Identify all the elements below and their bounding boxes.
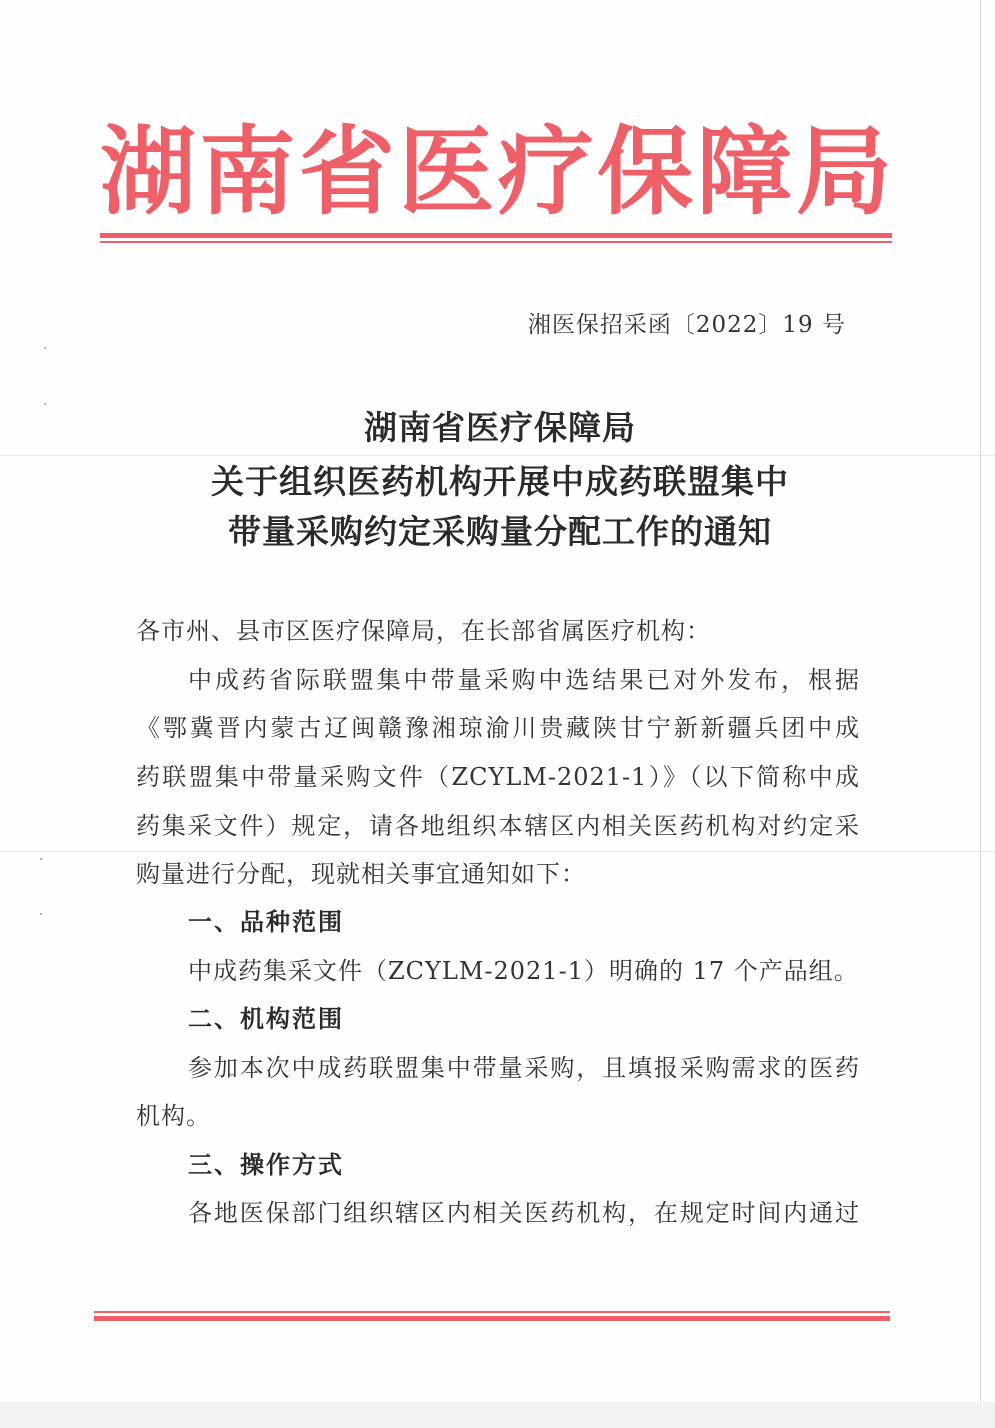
scan-line [0, 851, 995, 852]
notice-title-line-3: 带量采购约定采购量分配工作的通知 [228, 512, 772, 551]
scan-speck [40, 858, 42, 860]
section-text-2: 参加本次中成药联盟集中带量采购，且填报采购需求的医药 [188, 1054, 860, 1082]
paragraph-line: 《鄂冀晋内蒙古辽闽赣豫湘琼渝川贵藏陕甘宁新新疆兵团中成 [136, 714, 860, 742]
paragraph-line: 药集采文件）规定，请各地组织本辖区内相关医药机构对约定采 [136, 812, 860, 840]
agency-header-char: 医 [398, 116, 495, 228]
agency-header-char: 障 [696, 116, 793, 228]
agency-header-char: 局 [795, 116, 892, 228]
section-heading-2: 二、机构范围 [188, 1005, 344, 1033]
page-bottom-margin [0, 1402, 995, 1428]
section-text-1: 中成药集采文件（ZCYLM-2021-1）明确的 17 个产品组。 [188, 957, 859, 985]
section-text-2: 机构。 [136, 1102, 211, 1130]
paragraph-line: 药联盟集中带量采购文件（ZCYLM-2021-1）》（以下简称中成 [136, 763, 860, 791]
section-heading-3: 三、操作方式 [188, 1151, 344, 1179]
section-heading-1: 一、品种范围 [188, 908, 344, 936]
header-rule-thin [100, 241, 892, 243]
agency-header-char: 省 [298, 116, 395, 228]
salutation: 各市州、县市区医疗保障局，在长部省属医疗机构： [136, 617, 711, 645]
scan-speck [40, 913, 42, 915]
notice-title-line-2: 关于组织医药机构开展中成药联盟集中 [211, 462, 789, 501]
scan-speck [44, 403, 46, 405]
agency-header-char: 保 [597, 116, 694, 228]
header-rule-thick [100, 233, 892, 238]
paragraph-line: 中成药省际联盟集中带量采购中选结果已对外发布，根据 [188, 666, 860, 694]
agency-header-char: 湖 [100, 116, 196, 228]
agency-header-char: 疗 [497, 116, 594, 228]
section-text-3: 各地医保部门组织辖区内相关医药机构，在规定时间内通过 [188, 1199, 860, 1227]
agency-header [100, 112, 892, 232]
scan-speck [44, 347, 46, 349]
agency-header-char: 南 [199, 116, 296, 228]
footer-rule-thick [94, 1316, 890, 1321]
paragraph-line: 购量进行分配，现就相关事宜通知如下： [136, 860, 586, 888]
notice-title-line-1: 湖南省医疗保障局 [364, 408, 636, 447]
footer-rule-thin [94, 1311, 890, 1313]
document-number: 湘医保招采函〔2022〕19 号 [527, 312, 846, 338]
page-edge [980, 0, 981, 1428]
